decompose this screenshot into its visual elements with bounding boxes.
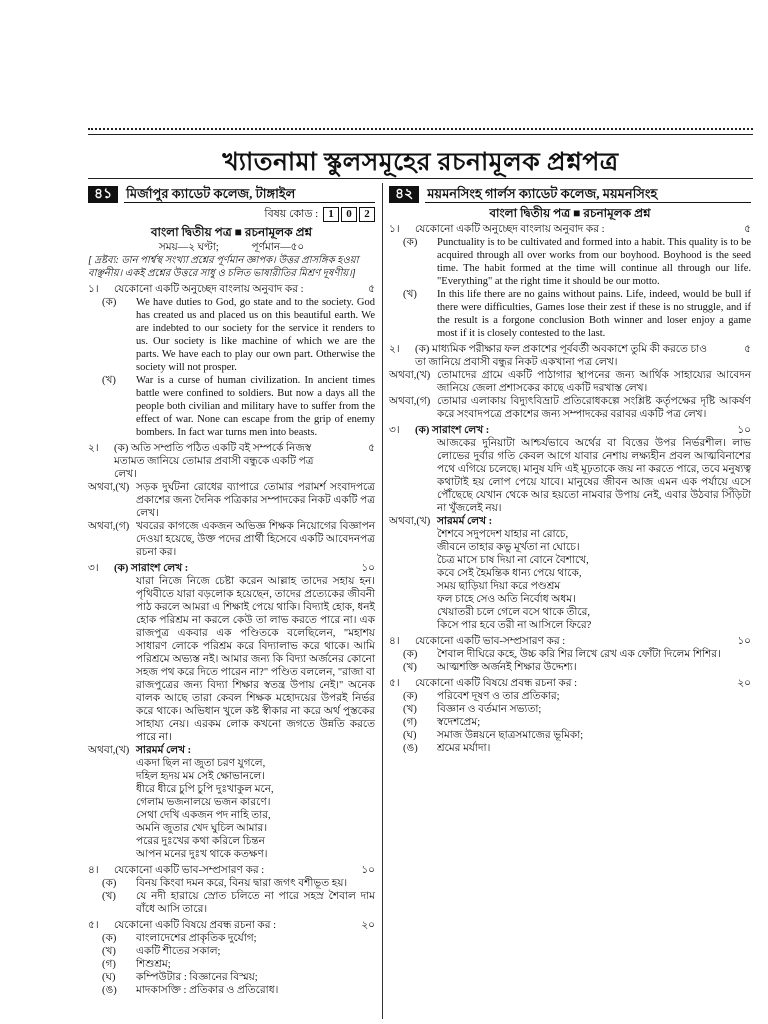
sub-label: (খ) — [403, 704, 417, 715]
sub-text: সারাংশ লেখ : — [431, 425, 490, 436]
sub-label: অথবা,(খ) — [389, 516, 431, 527]
question-5 — [389, 677, 751, 690]
page-title: খ্যাতনামা স্কুলসমূহের রচনামূলক প্রশ্নপত্র — [222, 149, 619, 176]
question-marks: ১০ — [361, 865, 375, 876]
school-name: ময়মনসিংহ গার্লস ক্যাডেট কলেজ, ময়মনসিংহ — [425, 185, 751, 203]
sub-label: (ক) — [403, 691, 418, 702]
question-number: ২। — [389, 344, 400, 355]
question-3 — [389, 424, 751, 437]
time-marks — [88, 241, 375, 254]
sub-label: (ক) — [415, 425, 430, 436]
code-digit: 2 — [359, 207, 375, 222]
question-2 — [389, 343, 751, 369]
question-text: যেকোনো একটি ভাব-সম্প্রসারণ কর : — [114, 865, 265, 876]
sub-label: (ক) — [102, 297, 117, 308]
sub-question — [389, 395, 751, 421]
essay-option — [88, 932, 375, 945]
title-underline — [88, 178, 753, 179]
sub-label: (খ) — [102, 946, 116, 957]
school-name: মির্জাপুর ক্যাডেট কলেজ, টাঙ্গাইল — [124, 185, 375, 203]
question-number: ১। — [88, 284, 99, 295]
poem — [88, 757, 375, 861]
passage-text: যারা নিজে নিজে চেষ্টা করেন আল্লাহ তাদের সহায় হন। পৃথিবীতে যারা বড়লোক হয়েছেন, তাদের প্রত্যেকের জীবনী পাঠ করলে আমরা এ শিক্ষাই পেয়ে থাকি। বিদ্যাই হোক, ধনই হোক পরিশ্রম না করলে কেউ তা লাভ করতে পারে না। এক রাজপুত্র একবার এক পণ্ডিতকে বলেছিলেন, "মহাশয় সাধারণ লোকে পরিশ্রম করে বিদ্যালাভ করে থাকে। আমি পরিশ্রমে অভ্যস্ত নই। আমার জন্য কি বিদ্যা অর্জনের কোনো সহজ পথ করে দিতে পারেন না?" পণ্ডিত বললেন, "রাজা বা রাজপুত্রের জন্য বিদ্যা শিক্ষার স্বতন্ত্র উপায় নেই।" অনেক বালক আছে তারা কেবল শিক্ষক মহোদয়ের উপরই নির্ভর করে থাকে। অভিধান খুলে কষ্ট স্বীকার না করে অর্থ পুস্তকের সাহায্য নেয়। এরকম লোক কখনো জগতে উন্নতি করতে পারে না। — [136, 576, 375, 743]
school-header-42 — [389, 185, 751, 203]
poem-line: অমনি জুতার খেদ ঘুচিল আমার। — [136, 823, 268, 834]
sub-question — [88, 890, 375, 916]
sub-question — [88, 374, 375, 439]
question-number: ৪। — [389, 636, 400, 647]
sub-text: আত্মশক্তি অর্জনই শিক্ষার উদ্দেশ্য। — [437, 662, 577, 673]
poem-line: দহিল হৃদয় মম সেই ক্ষোভানলে। — [136, 771, 265, 782]
sub-text: অতি সম্প্রতি পঠিত একটি বই সম্পর্কে নিজস্ব মতামত জানিয়ে তোমার প্রবাসী বন্ধুকে একটি পত্র লেখ। — [114, 443, 314, 480]
subject-title: বাংলা দ্বিতীয় পত্র ■ রচনামূলক প্রশ্ন — [489, 206, 651, 220]
sub-text: পরিবেশ দূষণ ও তার প্রতিকার; — [437, 691, 560, 702]
question-text: যেকোনো একটি বিষয়ে প্রবন্ধ রচনা কর : — [415, 678, 578, 689]
left-column — [88, 185, 375, 997]
sub-question — [389, 288, 751, 340]
sub-text: তোমাদের গ্রামে একটি পাঠাগার স্থাপনের জন্য আর্থিক সাহায্যের আবেদন জানিয়ে জেলা প্রশাসকের কাছে একটি দরখাস্ত লেখ। — [437, 370, 751, 394]
sub-text: War is a curse of human civilization. In ancient times battle were confined to soldiers. But now a days all the people both civilian and military have to suffer from the effect of war. None can escape from the grip of enemy bombers. In fact war turns men into beasts. — [136, 375, 375, 438]
sub-label: (ঘ) — [102, 972, 116, 983]
question-number: ৫। — [88, 920, 99, 931]
question-marks: ১০ — [737, 425, 751, 436]
question-4 — [88, 864, 375, 877]
subject-code-row — [88, 207, 375, 222]
sub-text: একটি শীতের সকাল; — [136, 946, 221, 957]
school-number: ৪২ — [389, 186, 419, 203]
top-solid-rule — [88, 134, 753, 135]
sub-label: (ঙ) — [102, 985, 117, 996]
poem-line: পরের দুঃখের কথা করিলে চিন্তন — [136, 836, 265, 847]
indent — [389, 437, 437, 515]
poem-line: ধীরে ধীরে চুপি চুপি দুঃখাকুল মনে, — [136, 784, 274, 795]
sub-text: খবরের কাগজে একজন অভিজ্ঞ শিক্ষক নিয়োগের বিজ্ঞাপন দেওয়া হয়েছে, উক্ত পদের প্রার্থী হিসেবে একটি আবেদনপত্র রচনা কর। — [136, 521, 375, 558]
instruction-note: [ দ্রষ্টব্য: ডান পার্শ্বস্থ সংখ্যা প্রশ্নের পূর্ণমান জ্ঞাপক। উত্তর প্রাসঙ্গিক হওয়া বাঞ্ছনীয়। একই প্রশ্নের উত্তরে সাধু ও চলিত ভাষারীতির মিশ্রণ দূষণীয়।] — [88, 255, 359, 279]
question-marks: ২০ — [737, 678, 751, 689]
sub-text: মাধ্যমিক পরীক্ষার ফল প্রকাশের পূর্ববর্তী অবকাশে তুমি কী করতে চাও তা জানিয়ে প্রবাসী বন্ধুর নিকট একখানা পত্র লেখ। — [415, 344, 707, 368]
poem-line: একদা ছিল না জুতা চরণ যুগলে, — [136, 758, 266, 769]
question-text — [114, 562, 335, 575]
sub-label: (ক) — [114, 563, 129, 574]
sub-text: কম্পিউটার : বিজ্ঞানের বিস্ময়; — [136, 972, 258, 983]
sub-text: Punctuality is to be cultivated and formed into a habit. This quality is to be acquired through all over works from our boyhood. Boyhood is the seed time. The habit formed at the time will continue all through our life. "Everything" at the right time it should be our motto. — [437, 237, 751, 287]
question-marks: ৫ — [744, 344, 751, 355]
question-1 — [88, 283, 375, 296]
essay-option — [389, 742, 751, 755]
essay-option — [88, 984, 375, 997]
essay-option — [389, 703, 751, 716]
essay-option — [88, 958, 375, 971]
question-1 — [389, 223, 751, 236]
question-text — [114, 442, 335, 481]
sub-text: তোমার এলাকায় বিদ্যুৎবিভ্রাট প্রতিরোধকল্পে সংশ্লিষ্ট কর্তৃপক্ষের দৃষ্টি আকর্ষণ করে সংবাদপত্রে প্রকাশের জন্য সম্পাদকের বরাবর একটি পত্র লেখ। — [437, 396, 751, 420]
poem-line: ফল চাহে সেও অতি নির্বোধ অধম। — [437, 594, 576, 605]
question-number: ১। — [389, 224, 400, 235]
sub-label: অথবা,(খ) — [88, 482, 130, 493]
poem-line: গেলাম ভজনালয়ে ভজন কারণে। — [136, 797, 271, 808]
essay-option — [389, 690, 751, 703]
question-3 — [88, 562, 375, 575]
poem-line: কবে সেই হৈমন্তিক ধান্য পেয়ে থাকে, — [437, 568, 582, 579]
sub-text: সারমর্ম লেখ : — [136, 745, 192, 756]
sub-question — [88, 296, 375, 374]
sub-question — [88, 744, 375, 757]
poem-line: কিসে পার হবে তরী না আসিলে ফিরে? — [437, 620, 592, 631]
sub-label: (ক) — [403, 237, 418, 248]
question-marks: ১০ — [737, 636, 751, 647]
question-number: ৪। — [88, 865, 99, 876]
sub-text: বাংলাদেশের প্রাকৃতিক দুর্যোগ; — [136, 933, 257, 944]
sub-label: অথবা,(খ) — [389, 370, 431, 381]
sub-text: বিনয় কিংবা দমন করে, বিনয় দ্বারা জগৎ বশীভূত হয়। — [136, 878, 348, 889]
question-text: যেকোনো একটি অনুচ্ছেদ বাংলায় অনুবাদ কর : — [114, 284, 304, 295]
question-marks: ১০ — [361, 563, 375, 574]
sub-text: শ্রমের মর্যাদা। — [437, 743, 491, 754]
sub-text: বিজ্ঞান ও বর্তমান সভ্যতা; — [437, 704, 542, 715]
sub-question — [389, 369, 751, 395]
sub-label: (গ) — [403, 717, 417, 728]
exam-time: সময়—২ ঘণ্টা; — [158, 242, 219, 253]
sub-label: অথবা,(গ) — [389, 396, 431, 407]
passage — [88, 575, 375, 744]
sub-text: সারমর্ম লেখ : — [437, 516, 493, 527]
sub-label: (ঘ) — [403, 730, 417, 741]
sub-label: (ক) — [102, 878, 117, 889]
column-divider — [382, 183, 383, 1019]
sub-label: অথবা,(খ) — [88, 745, 130, 756]
question-number: ৩। — [389, 425, 400, 436]
sub-question — [88, 877, 375, 890]
question-text — [415, 343, 711, 369]
essay-option — [389, 729, 751, 742]
question-marks: ৫ — [368, 284, 375, 295]
sub-label: অথবা,(গ) — [88, 521, 130, 532]
sub-text: We have duties to God, go state and to the society. God has created us and placed us on this beautiful earth. We are indebted to our society for the service it renders to us. Our society is like machine of which we are the parts. We have each to play our own part. Otherwise the society will not prosper. — [136, 297, 375, 373]
poem-line: সময় ছাড়িয়া দিয়া করে পণ্ডশ্রম — [437, 581, 561, 592]
question-marks: ২০ — [361, 920, 375, 931]
sub-text: শৈবাল দীঘিরে কহে, উচ্চ করি শির লিখে রেখ এক ফোঁটা দিলেম শিশির। — [437, 649, 721, 660]
sub-question — [88, 481, 375, 520]
subject-title: বাংলা দ্বিতীয় পত্র ■ রচনামূলক প্রশ্ন — [150, 225, 313, 239]
question-marks: ৫ — [368, 443, 375, 454]
sub-label: (ক) — [114, 443, 129, 454]
full-marks: পূর্ণমান—৫০ — [251, 242, 305, 253]
sub-text: স্বদেশপ্রেম; — [437, 717, 481, 728]
sub-label: (ক) — [415, 344, 430, 355]
sub-label: (খ) — [403, 289, 417, 300]
question-text: যেকোনো একটি ভাব-সম্প্রসারণ কর : — [415, 636, 566, 647]
essay-option — [88, 945, 375, 958]
question-marks: ৫ — [744, 224, 751, 235]
poem-line: খেয়াতরী চলে গেলে বসে থাকে তীরে, — [437, 607, 590, 618]
question-text: যেকোনো একটি বিষয়ে প্রবন্ধ রচনা কর : — [114, 920, 277, 931]
question-2 — [88, 442, 375, 481]
sub-question — [389, 236, 751, 288]
right-column — [389, 185, 751, 755]
poem-line: শৈশবে সদুপদেশ যাহার না রোচে, — [437, 529, 569, 540]
poem — [389, 528, 751, 632]
poem-line: আপন মনের দুঃখ থাকে কতক্ষণ। — [136, 849, 268, 860]
sub-text: সড়ক দুর্ঘটনা রোধের ব্যাপারে তোমার পরামর্শ সংবাদপত্রে প্রকাশের জন্য দৈনিক পত্রিকার সম্পাদকের নিকট একটি পত্র লেখ। — [136, 482, 375, 519]
sub-text: In this life there are no gains without pains. Life, indeed, would be bull if there were difficulties, Games lose their zest if these is no struggle, and if the result is a forgone conclusion Both winner and loser enjoy a game most if it is closely contested to the last. — [437, 289, 751, 339]
sub-question — [88, 520, 375, 559]
sub-label: (গ) — [102, 959, 116, 970]
sub-label: (খ) — [102, 891, 116, 902]
sub-label: (ক) — [102, 933, 117, 944]
poem-line: সেথা দেখি একজন পদ নাহি তার, — [136, 810, 271, 821]
sub-text: যে নদী হারায়ে স্রোত চলিতে না পারে সহস্র শৈবাল দাম বাঁধে আসি তারে। — [136, 891, 375, 915]
question-number: ৩। — [88, 563, 99, 574]
sub-question — [389, 661, 751, 674]
sub-text: সমাজ উন্নয়নে ছাত্রসমাজের ভূমিকা; — [437, 730, 584, 741]
sub-label: (খ) — [403, 662, 417, 673]
poem-line: জীবনে তাহার কভু মূর্খতা না ঘোচে। — [437, 542, 580, 553]
sub-question — [389, 515, 751, 528]
code-label: বিষয় কোড : — [264, 208, 319, 220]
code-digit: 0 — [341, 207, 357, 222]
question-text — [415, 424, 711, 437]
question-4 — [389, 635, 751, 648]
essay-option — [88, 971, 375, 984]
indent — [88, 575, 136, 744]
sub-label: (ক) — [403, 649, 418, 660]
sub-text: মাদকাসক্তি : প্রতিকার ও প্রতিরোধ। — [136, 985, 279, 996]
essay-option — [389, 716, 751, 729]
sub-label: (খ) — [102, 375, 116, 386]
question-number: ২। — [88, 443, 99, 454]
passage-text: আজকের দুনিয়াটা আশ্চর্যভাবে অর্থের বা বিত্তের উপর নির্ভরশীল। লাভ লোভের দুর্বার গতি কেবল আগে যাবার নেশায় লক্ষ্যহীন প্রবল আত্মবিনাশের পথে এগিয়ে চলেছে। মানুষ যদি এই মূঢ়তাকে জয় না করতে পারে, তবে মনুষ্যত্ব কথাটাই হয় লোপ পেয়ে যাবে। মানুষের জীবন আজ এমন এক পর্যায়ে এসে পৌঁছেছে যেখান থেকে আর হয়তো নামবার উপায় নেই, এবার উঠবার সিঁড়িটা না খুঁজলেই নয়। — [437, 438, 751, 514]
sub-question — [389, 648, 751, 661]
school-number: ৪১ — [88, 186, 118, 203]
top-dotted-rule — [88, 128, 753, 130]
question-number: ৫। — [389, 678, 400, 689]
school-header-41 — [88, 185, 375, 203]
question-text: যেকোনো একটি অনুচ্ছেদ বাংলায় অনুবাদ কর : — [415, 224, 605, 235]
code-digit: 1 — [323, 207, 339, 222]
sub-text: শিশুশ্রম; — [136, 959, 171, 970]
sub-text: সারাংশ লেখ : — [130, 563, 189, 574]
question-5 — [88, 919, 375, 932]
poem-line: চৈত্র মাসে চাষ দিয়া না বোনে বৈশাখে, — [437, 555, 589, 566]
sub-label: (ঙ) — [403, 743, 418, 754]
passage — [389, 437, 751, 515]
